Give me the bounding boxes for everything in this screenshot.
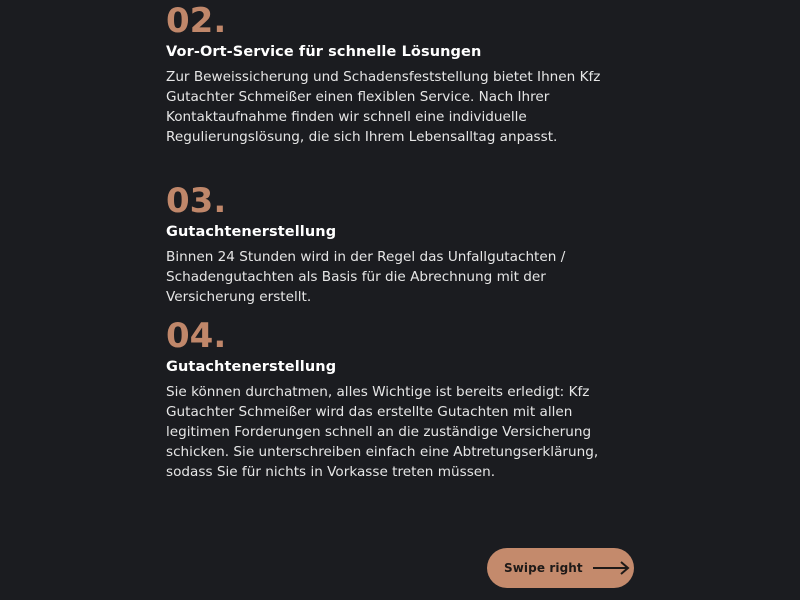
- swipe-right-button[interactable]: [487, 548, 634, 588]
- swipe-right-label: Swipe right: [504, 561, 583, 575]
- arrow-right-icon: [593, 561, 630, 575]
- step-02: [166, 1, 616, 147]
- step-text: Binnen 24 Stunden wird in der Regel das Unfallgutachten / Schadengutachten als Basis für die Abrechnung mit der Versicherung erstellt.: [166, 249, 566, 305]
- step-04: [166, 316, 616, 482]
- step-03: [166, 181, 616, 307]
- step-number: 04.: [166, 316, 227, 356]
- step-title: Vor-Ort-Service für schnelle Lösungen: [166, 44, 482, 60]
- step-text: Sie können durchatmen, alles Wichtige ist bereits erledigt: Kfz Gutachter Schmeißer wird das erstellte Gutachten mit allen legitimen Forderungen schnell an die zuständige Versicherung schicken. Sie unterschreiben einfach eine Abtretungserklärung, sodass Sie für nichts in Vorkasse treten müssen.: [166, 384, 599, 480]
- step-number: 02.: [166, 1, 227, 41]
- step-text: Zur Beweissicherung und Schadensfeststellung bietet Ihnen Kfz Gutachter Schmeißer einen flexiblen Service. Nach Ihrer Kontaktaufnahme finden wir schnell eine individuelle Regulierungslösung, die sich Ihrem Lebensalltag anpasst.: [166, 69, 601, 145]
- step-number: 03.: [166, 181, 227, 221]
- step-title: Gutachtenerstellung: [166, 224, 337, 240]
- step-title: Gutachtenerstellung: [166, 359, 337, 375]
